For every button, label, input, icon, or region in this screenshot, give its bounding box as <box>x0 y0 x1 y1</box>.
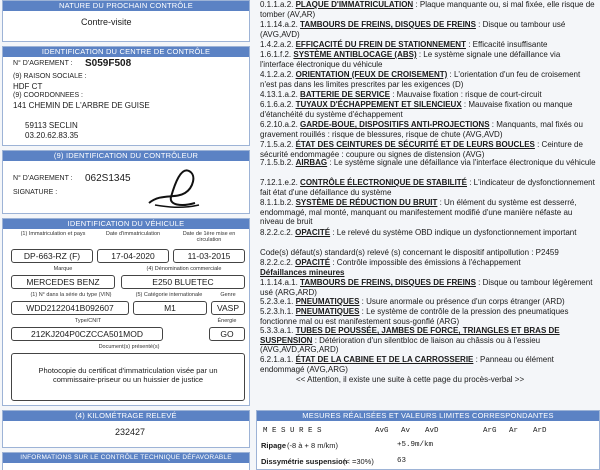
defaillance-entry <box>260 120 596 139</box>
centre-raison-value: HDF CT <box>13 82 43 91</box>
denom-field: E250 BLUETEC <box>121 275 245 289</box>
mineures-header: Défaillances mineures <box>260 268 345 277</box>
cap-docs: Document(s) présenté(s) <box>98 344 160 350</box>
cap-date-circ: Date de 1ère mise en circulation <box>182 231 236 243</box>
controleur-agrement-value: 062S1345 <box>85 173 131 184</box>
centre-agrement-value: S059F508 <box>85 58 132 69</box>
cap-vin: (1) N° dans la série du type (VIN) <box>30 292 112 298</box>
mineure-code: 6.2.1.a.1. <box>260 355 294 364</box>
ripage-value: +5.9m/km <box>397 441 434 449</box>
opacite-text: : Contrôle impossible des émissions à l'échappement <box>330 258 521 267</box>
defaillance-title: SYSTÈME DE RÉDUCTION DU BRUIT <box>295 198 438 207</box>
defaillance-code: 1.4.2.a.2. <box>260 40 294 49</box>
controleur-box <box>2 150 250 214</box>
defaillance-code: 0.1.1.a.2. <box>260 0 294 9</box>
dissym-unit: (< =30%) <box>343 457 374 466</box>
defaillance-code: 7.12.1.e.2. <box>260 178 298 187</box>
defaillance-code: 8.1.1.b.2. <box>260 198 294 207</box>
mineure-entry <box>260 326 596 355</box>
cap-immat: (1) Immatriculation et pays <box>20 231 86 237</box>
mineure-title: TAMBOURS DE FREINS, DISQUES DE FREINS <box>300 278 476 287</box>
cap-energie: Énergie <box>217 318 237 324</box>
defaillance-entry <box>260 50 596 69</box>
mineure-code: 5.2.3.e.1. <box>260 297 294 306</box>
col-ard: ArD <box>533 427 547 435</box>
mineure-code: 1.1.14.a.1. <box>260 278 298 287</box>
centre-box <box>2 46 250 146</box>
defaillance-entry <box>260 140 596 159</box>
centre-phone: 03.20.62.83.35 <box>25 131 79 140</box>
defaillance-entry <box>260 70 596 89</box>
mineure-code: 5.3.3.a.1. <box>260 326 294 335</box>
defaillance-entry <box>260 178 596 197</box>
dissym-label: Dissymétrie suspension <box>261 457 348 466</box>
prochain-controle-value: Contre-visite <box>81 17 132 27</box>
mineure-code: 5.2.3.h.1. <box>260 307 294 316</box>
defaillance-text: : Le système signale une défaillance via l'interface électronique du véhicule <box>327 158 596 167</box>
mineure-title: ÉTAT DE LA CABINE ET DE LA CARROSSERIE <box>295 355 474 364</box>
opacite-entry <box>260 258 596 268</box>
defaillance-text: : Ceinture de sécurité endommagée : coupure ou signes de distension (AVG) <box>260 140 583 159</box>
defaillance-title: OPACITÉ <box>295 228 331 237</box>
defaillance-title: CONTRÔLE ÉLECTRONIQUE DE STABILITÉ <box>300 178 468 187</box>
defaillance-code: 7.1.5.b.2. <box>260 158 294 167</box>
defaillance-code: 8.2.2.c.2. <box>260 228 293 237</box>
defaillance-code: 4.13.1.a.2. <box>260 90 298 99</box>
signature-image <box>141 163 203 211</box>
mineure-text: : Détérioration d'un silentbloc de liaison au châssis ou à l'essieu (AVG,AVD,ARG,ARD) <box>260 335 541 354</box>
defaillance-code: 6.2.10.a.2. <box>260 120 298 129</box>
kilometrage-value: 232427 <box>115 427 146 437</box>
defaillance-text: : Plaque manquante ou, si mal fixée, elle risque de tomber (AV,AR) <box>260 0 595 19</box>
defaillance-title: TUYAUX D'ÉCHAPPEMENT ET SILENCIEUX <box>295 100 462 109</box>
col-arg: ArG <box>483 427 497 435</box>
vehicule-box <box>2 218 250 406</box>
col-ar: Ar <box>509 427 519 435</box>
cap-type: Type/CNIT <box>74 318 102 324</box>
opacite-code: 8.2.2.c.2. <box>260 258 293 267</box>
prochain-controle-box <box>2 0 250 42</box>
defaillance-title: ÉTAT DES CEINTURES DE SÉCURITÉ ET DE LEURS BOUCLES <box>295 140 535 149</box>
mineure-text: : Usure anormale ou présence d'un corps étranger (ARD) <box>359 297 565 306</box>
defaillance-code: 1.6.1.f.2. <box>260 50 292 59</box>
categorie-field: M1 <box>133 301 207 315</box>
defaillance-text: : Manquants, mal fixés ou gravement rouillés : risque de blessures, risque de chute (AVG,AVD) <box>260 120 583 139</box>
cap-marque: Marque <box>53 266 73 272</box>
marque-field: MERCEDES BENZ <box>11 275 115 289</box>
kilometrage-header: (4) KILOMÉTRAGE RELEVÉ <box>3 411 249 421</box>
centre-address-line1: 141 CHEMIN DE L'ARBRE DE GUISE <box>13 101 150 110</box>
defaillance-text: : Mauvaise fixation ou manque d'étanchéité du système d'échappement <box>260 100 573 119</box>
defaillance-code: 1.1.14.a.2. <box>260 20 298 29</box>
defaillance-title: SYSTÈME ANTIBLOCAGE (ABS) <box>293 50 417 59</box>
type-cnit-field: 212KJ204P0CZCCA501MOD <box>11 327 163 341</box>
defaillance-entry <box>260 20 596 39</box>
opacite-title: OPACITÉ <box>295 258 331 267</box>
mesures-box <box>256 410 600 470</box>
genre-field: VASP <box>211 301 245 315</box>
left-column <box>0 0 252 470</box>
defaillance-text: : Le relevé du système OBD indique un dysfonctionnement important <box>330 228 577 237</box>
mineure-entry <box>260 297 596 307</box>
centre-agrement-label: N° D'AGREMENT : <box>13 60 73 67</box>
col-avg: AvG <box>375 427 389 435</box>
cap-denom: (4) Dénomination commerciale <box>146 266 222 272</box>
centre-coord-label: (9) COORDONNEES : <box>13 92 84 99</box>
controleur-signature-label: SIGNATURE : <box>13 189 58 196</box>
code-defaut-line: Code(s) défaut(s) standard(s) relevé (s) concernant le dispositif antipollution : P2459 <box>260 248 559 257</box>
centre-address-line2: 59113 SECLIN <box>25 121 78 130</box>
ripage-unit: (-8 à + 8 m/km) <box>287 441 339 450</box>
dissym-value: 63 <box>397 457 407 465</box>
defaillance-entry <box>260 90 596 100</box>
attention-note: << Attention, il existe une suite à cette page du procès-verbal >> <box>296 375 525 384</box>
right-column <box>256 0 600 470</box>
mineure-entry <box>260 355 596 374</box>
mineure-title: PNEUMATIQUES <box>295 307 360 316</box>
defaillance-text: : Efficacité insuffisante <box>465 40 548 49</box>
defaillance-text: : Disque ou tambour usé (AVG,AVD) <box>260 20 566 39</box>
defaillance-code: 4.1.2.a.2. <box>260 70 294 79</box>
defaillance-text: : L'orientation d'un feu de croisement n'est pas dans les limites prescrites par les exigences (D) <box>260 70 581 89</box>
date-immat-field: 17-04-2020 <box>97 249 169 263</box>
defaillance-entry <box>260 198 596 227</box>
defaillance-title: ORIENTATION (FEUX DE CROISEMENT) <box>295 70 448 79</box>
centre-header: IDENTIFICATION DU CENTRE DE CONTRÔLE <box>3 47 249 57</box>
defaillance-title: TAMBOURS DE FREINS, DISQUES DE FREINS <box>300 20 476 29</box>
prochain-controle-header: NATURE DU PROCHAIN CONTRÔLE <box>3 1 249 11</box>
defaillance-title: AIRBAG <box>295 158 328 167</box>
date-circ-field: 11-03-2015 <box>173 249 245 263</box>
mineure-entry <box>260 307 596 326</box>
controleur-agrement-label: N° D'AGREMENT : <box>13 175 73 182</box>
mineure-text: : Le système de contrôle de la pression des pneumatiques fonctionne mal ou est manifestement sous-gonflé (ARG) <box>260 307 569 326</box>
vin-field: WDD2122041B092607 <box>11 301 129 315</box>
infos-box <box>2 452 250 470</box>
infos-header: INFORMATIONS SUR LE CONTRÔLE TECHNIQUE DÉFAVORABLE <box>3 453 249 463</box>
defaillance-code: 7.1.5.a.2. <box>260 140 294 149</box>
vehicule-header: IDENTIFICATION DU VÉHICULE <box>3 219 249 229</box>
defaillance-entry <box>260 0 596 19</box>
cap-genre: Genre <box>220 292 236 298</box>
defaillance-text: : Mauvaise fixation : risque de court-circuit <box>390 90 542 99</box>
centre-raison-label: (9) RAISON SOCIALE : <box>13 73 87 80</box>
controleur-header: (9) IDENTIFICATION DU CONTRÔLEUR <box>3 151 249 161</box>
defaillance-entry <box>260 40 596 50</box>
defaillance-title: PLAQUE D'IMMATRICULATION <box>295 0 414 9</box>
defaillance-text: : Le système signale une défaillance via l'interface électronique du véhicule <box>260 50 561 69</box>
defaillance-title: EFFICACITÉ DU FREIN DE STATIONNEMENT <box>295 40 466 49</box>
cap-date-immat: Date d'immatriculation <box>105 231 161 237</box>
cap-categorie: (5) Catégorie internationale <box>135 292 203 298</box>
mineure-title: TUBES DE POUSSÉE, JAMBES DE FORCE, TRIANGLES ET BRAS DE SUSPENSION <box>260 326 560 345</box>
defaillance-title: BATTERIE DE SERVICE <box>300 90 390 99</box>
docs-field: Photocopie du certificat d'immatriculation visée par un commissaire-priseur ou un huissier de justice <box>11 353 245 401</box>
immat-field: DP-663-RZ (F) <box>11 249 93 263</box>
defaillance-code: 6.1.6.a.2. <box>260 100 294 109</box>
ripage-label: Ripage <box>261 441 287 450</box>
col-avd: AvD <box>425 427 439 435</box>
defaillance-entry <box>260 228 596 238</box>
col-av: Av <box>401 427 411 435</box>
mesures-col-label: M E S U R E S <box>263 427 322 435</box>
defaillance-title: GARDE-BOUE, DISPOSITIFS ANTI-PROJECTIONS <box>300 120 490 129</box>
defaillance-entry <box>260 100 596 119</box>
defaillance-entry <box>260 158 596 168</box>
mineure-text: : Disque ou tambour légèrement usé (ARG,ARD) <box>260 278 593 297</box>
mineure-title: PNEUMATIQUES <box>295 297 360 306</box>
defaillance-text: : Un élément du système est desserré, endommagé, mal monté, manquant ou manifestement modifié d'une manière néfaste au niveau de bruit <box>260 198 577 226</box>
mineure-text: : Panneau ou élément endommagé (AVG,ARG) <box>260 355 554 374</box>
kilometrage-box <box>2 410 250 448</box>
mineure-entry <box>260 278 596 297</box>
energie-field: GO <box>209 327 245 341</box>
mesures-header: MESURES RÉALISÉES ET VALEURS LIMITES CORRESPONDANTES <box>257 411 599 421</box>
defaillance-text: : L'indicateur de dysfonctionnement fait état d'une défaillance du système <box>260 178 595 197</box>
